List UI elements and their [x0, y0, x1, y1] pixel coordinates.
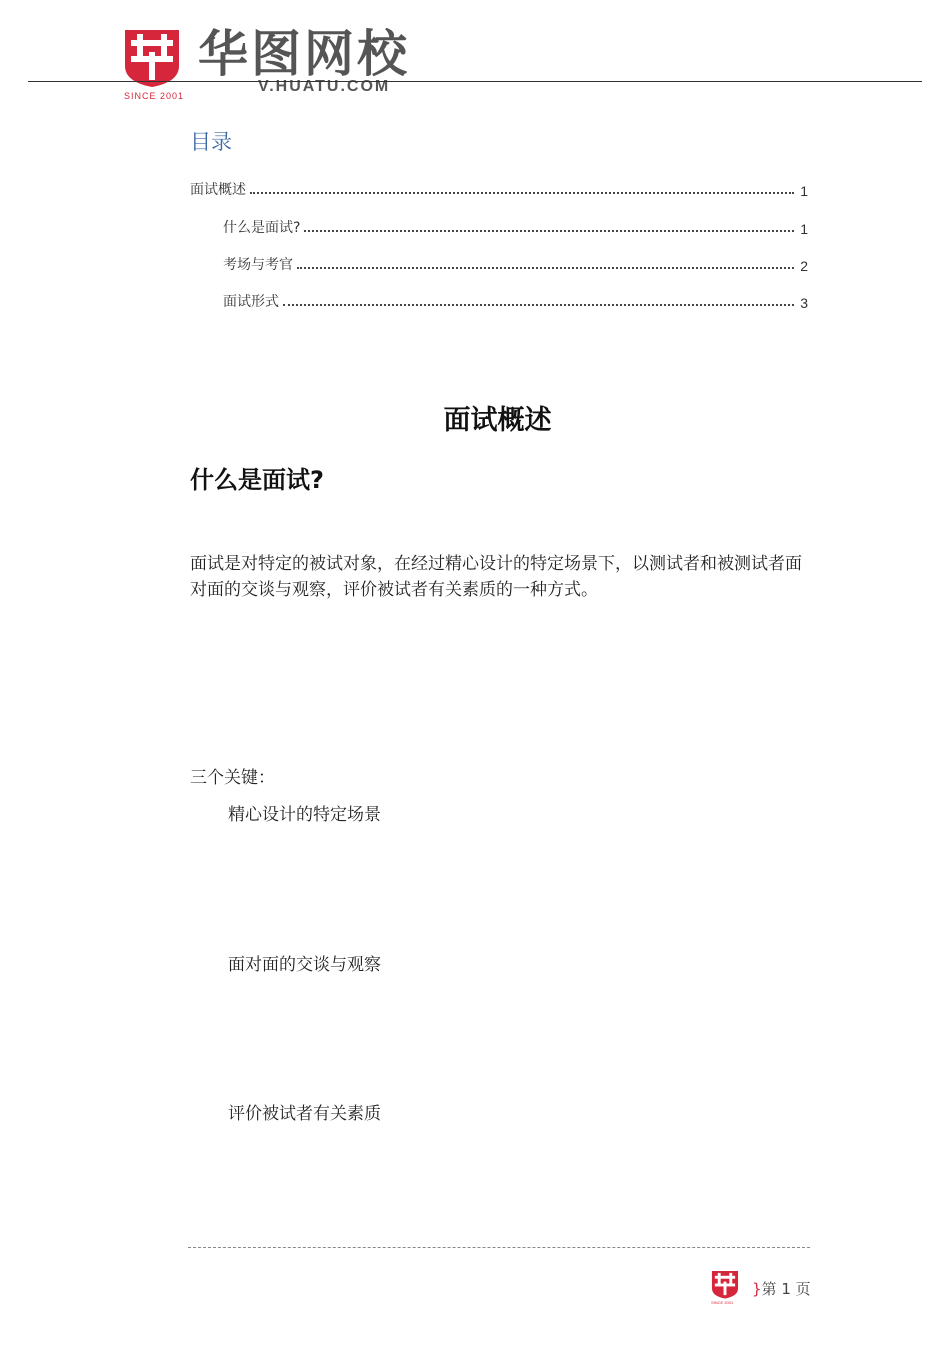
keys-label: 三个关键： — [190, 768, 275, 788]
huatu-shield-logo-icon — [123, 28, 181, 88]
header-divider — [28, 81, 922, 82]
brace-icon: } — [752, 1280, 762, 1298]
definition-paragraph: 面试是对特定的被试对象，在经过精心设计的特定场景下，以测试者和被测试者面对面的交谈与观察，评价被试者有关素质的一种方式。 — [190, 554, 802, 600]
toc-entry-page: 1 — [800, 221, 808, 237]
toc-leader-dots — [283, 304, 794, 306]
toc-entry-page: 1 — [800, 183, 808, 199]
subsection-heading: 什么是面试? — [190, 466, 324, 494]
brand-name: 华图网校 — [198, 25, 410, 83]
toc-entry-page: 3 — [800, 295, 808, 311]
toc-entry[interactable] — [223, 217, 808, 237]
toc-entry-page: 2 — [800, 258, 808, 274]
footer-divider — [188, 1247, 810, 1248]
toc-title: 目录 — [190, 130, 232, 154]
toc-leader-dots — [304, 230, 794, 232]
logo-since-text: SINCE 2001 — [124, 91, 185, 101]
brand-url: V.HUATU.COM — [258, 78, 391, 95]
section-heading: 面试概述 — [443, 405, 552, 436]
toc-entry-label: 面试概述 — [190, 182, 246, 198]
footer-logo-icon — [711, 1270, 739, 1299]
toc-entry-label: 什么是面试? — [223, 220, 301, 236]
key-item: 评价被试者有关素质 — [228, 1104, 381, 1124]
footer-since-text: SINCE 2001 — [711, 1300, 734, 1305]
toc-entry[interactable] — [190, 179, 808, 199]
toc-entry[interactable] — [223, 254, 808, 274]
key-item: 面对面的交谈与观察 — [228, 955, 381, 975]
toc-entry-label: 考场与考官 — [223, 257, 293, 273]
toc-entry[interactable] — [223, 291, 808, 311]
page-number — [752, 1278, 811, 1299]
key-item: 精心设计的特定场景 — [228, 805, 381, 825]
toc-entry-label: 面试形式 — [223, 294, 279, 310]
toc-leader-dots — [297, 267, 794, 269]
page-number-label: 第 1 页 — [761, 1280, 811, 1298]
toc-leader-dots — [250, 192, 794, 194]
